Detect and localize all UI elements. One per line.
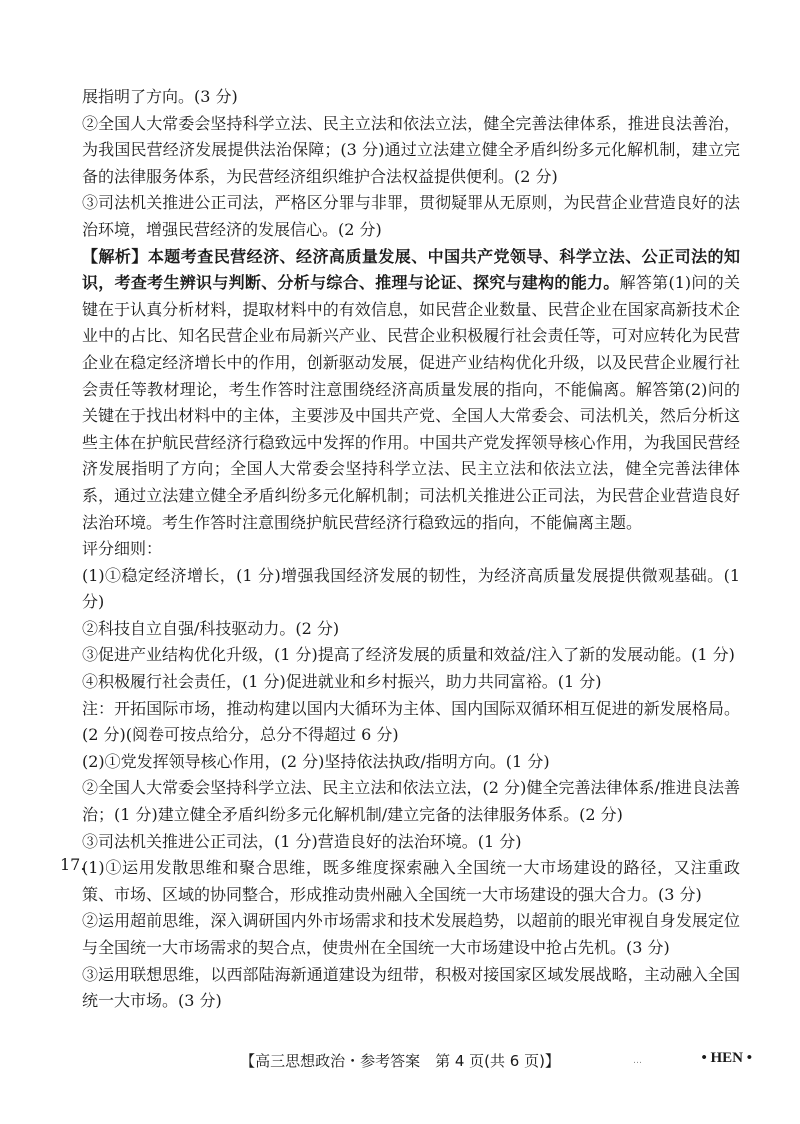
scoring-item-4: ④积极履行社会责任，(1 分)促进就业和乡村振兴，助力共同富裕。(1 分) [82,672,602,692]
scoring-note: 注：开拓国际市场，推动构建以国内大循环为主体、国内国际双循环相互促进的新发展格局。(2 分)(阅卷可按点给分，总分不得超过 6 分) [82,698,740,745]
q17-answer-1: (1)①运用发散思维和聚合思维，既多维度探索融入全国统一大市场建设的路径，又注重政策、市场、区域的协同整合，形成推动贵州融入全国统一大市场建设的强大合力。(3 分) [82,858,740,904]
scoring-item-6: ②全国人大常委会坚持科学立法、民主立法和依法立法，(2 分)健全完善法律体系/推进良法善治；(1 分)建立健全矛盾纠纷多元化解机制/建立完备的法律服务体系。(2 分) [82,778,740,825]
scoring-item-2: ②科技自立自强/科技驱动力。(2 分) [82,618,340,638]
q17-answer-3: ③运用联想思维，以西部陆海新通道建设为纽带，积极对接国家区域发展战略，主动融入全国统一大市场。(3 分) [82,964,740,1011]
q17-answer-2: ②运用超前思维，深入调研国内外市场需求和技术发展趋势，以超前的眼光审视自身发展定位与全国统一大市场需求的契合点，使贵州在全国统一大市场建设中抢占先机。(3 分) [82,911,740,957]
analysis-paragraph [82,244,740,537]
scoring-item-7: ③司法机关推进公正司法，(1 分)营造良好的法治环境。(1 分) [82,831,522,851]
question-17 [60,855,740,1015]
answer-line-continuation: 展指明了方向。(3 分) [82,87,238,106]
scoring-title: 评分细则： [82,539,163,559]
answer-point-judiciary: ③司法机关推进公正司法，严格区分罪与非罪，贯彻疑罪从无原则，为民营企业营造良好的法治环境，增强民营经济的发展信心。(2 分) [82,193,740,239]
footer-code: • HEN • [701,1050,752,1066]
question-number: 17. [60,855,86,875]
analysis-heading: 【解析】本题考查民营经济、经济高质量发展、中国共产党领导、科学立法、公正司法的知识，考查考生辨识与判断、分析与综合、推理与论证、探究与建构的能力。 [82,246,740,293]
footer-mark: … [633,1056,642,1066]
scoring-item-1: (1)①稳定经济增长，(1 分)增强我国经济发展的韧性，为经济高质量发展提供微观基础。(1 分) [82,565,740,612]
analysis-body: 解答第(1)问的关键在于认真分析材料，提取材料中的有效信息，如民营企业数量、民营企业在国家高新技术企业中的占比、知名民营企业布局新兴产业、民营企业积极履行社会责任等，可对应转化为民营企业在稳定经济增长中的作用，创新驱动发展，促进产业结构优化升级，以及民营企业履行社会责任等教材理论，考生作答时注意围绕经济高质量发展的指向，不能偏离。解答第(2)问的关键在于找出材料中的主体，主要涉及中国共产党、全国人大常委会、司法机关，然后分析这些主体在护航民营经济行稳致远中发挥的作用。中国共产党发挥领导核心作用，为我国民营经济发展指明了方向；全国人大常委会坚持科学立法、民主立法和依法立法，健全完善法律体系，通过立法建立健全矛盾纠纷多元化解机制；司法机关推进公正司法，为民营企业营造良好法治环境。考生作答时注意围绕护航民营经济行稳致远的指向，不能偏离主题。 [82,273,740,532]
answer-point-npc: ②全国人大常委会坚持科学立法、民主立法和依法立法，健全完善法律体系，推进良法善治，为我国民营经济发展提供法治保障；(3 分)通过立法建立健全矛盾纠纷多元化解机制，建立完备的法律服务体系，为民营经济组织维护合法权益提供便利。(2 分) [82,113,740,186]
scoring-item-5: (2)①党发挥领导核心作用，(2 分)坚持依法执政/指明方向。(1 分) [82,751,550,771]
footer-page-info: 【高三思想政治・参考答案 第 4 页(共 6 页)】 [240,1052,560,1070]
scoring-item-3: ③促进产业结构优化升级，(1 分)提高了经济发展的质量和效益/注入了新的发展动能。(1 分) [82,645,735,665]
